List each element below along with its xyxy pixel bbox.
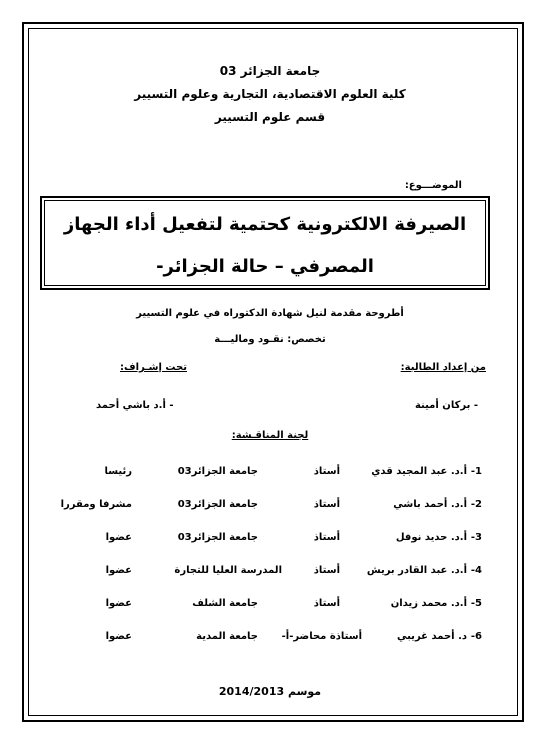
academic-season: موسم 2014/2013 xyxy=(218,685,322,698)
member-rank: أستاذة محاضر-أ- xyxy=(281,631,362,642)
member-role: رئيسا xyxy=(104,466,132,477)
member-name: أ.د. عبد المجيد قدي xyxy=(371,466,467,477)
student-name: - بركان أمينة xyxy=(414,400,478,411)
member-number: 3- xyxy=(470,532,482,543)
member-institution: جامعة المدية xyxy=(196,631,258,642)
student-label: من إعداد الطالبة: xyxy=(400,362,486,373)
member-name: أ.د. عبد القادر بريش xyxy=(366,565,467,576)
member-number: 5- xyxy=(470,598,482,609)
member-number: 4- xyxy=(470,565,482,576)
title-line-1: الصيرفة الالكترونية كحتمية لتفعيل أداء الجهاز xyxy=(63,214,467,235)
supervisor-name: - أ.د باشي أحمد xyxy=(96,400,174,411)
member-role: عضوا xyxy=(105,532,132,543)
member-name: أ.د. محمد زيدان xyxy=(390,598,467,609)
thesis-description: أطروحة مقدمة لنيل شهادة الدكتوراه في علوم التسيير xyxy=(136,308,404,319)
title-line-2: المصرفي – حالة الجزائر- xyxy=(156,256,374,277)
member-name: د. أحمد غريبي xyxy=(396,631,467,642)
member-rank: أستاذ xyxy=(313,565,340,576)
member-rank: أستاذ xyxy=(313,598,340,609)
university-name: جامعة الجزائر 03 xyxy=(219,64,321,78)
subject-label: الموضـــوع: xyxy=(404,180,462,191)
supervisor-label: تحت إشـراف: xyxy=(120,362,187,373)
faculty-name: كلية العلوم الاقتصادية، التجارية وعلوم التسيير xyxy=(134,87,406,101)
member-name: أ.د. أحمد باشي xyxy=(393,499,467,510)
member-role: عضوا xyxy=(105,598,132,609)
thesis-specialty: تخصص: نقـود وماليـــة xyxy=(214,334,326,345)
member-institution: جامعة الشلف xyxy=(192,598,258,609)
member-rank: أستاذ xyxy=(313,532,340,543)
member-rank: أستاذ xyxy=(313,466,340,477)
member-role: عضوا xyxy=(105,565,132,576)
member-number: 6- xyxy=(470,631,482,642)
member-institution: جامعة الجزائر03 xyxy=(177,466,258,477)
member-institution: المدرسة العليا للتجارة xyxy=(174,565,282,576)
member-role: عضوا xyxy=(105,631,132,642)
member-number: 1- xyxy=(470,466,482,477)
member-role: مشرفا ومقررا xyxy=(60,499,132,510)
member-number: 2- xyxy=(470,499,482,510)
department-name: قسم علوم التسيير xyxy=(214,110,326,124)
member-institution: جامعة الجزائر03 xyxy=(177,532,258,543)
member-name: أ.د. حديد نوفل xyxy=(395,532,467,543)
member-institution: جامعة الجزائر03 xyxy=(177,499,258,510)
committee-label: لجنة المناقـشة: xyxy=(231,430,309,441)
member-rank: أستاذ xyxy=(313,499,340,510)
